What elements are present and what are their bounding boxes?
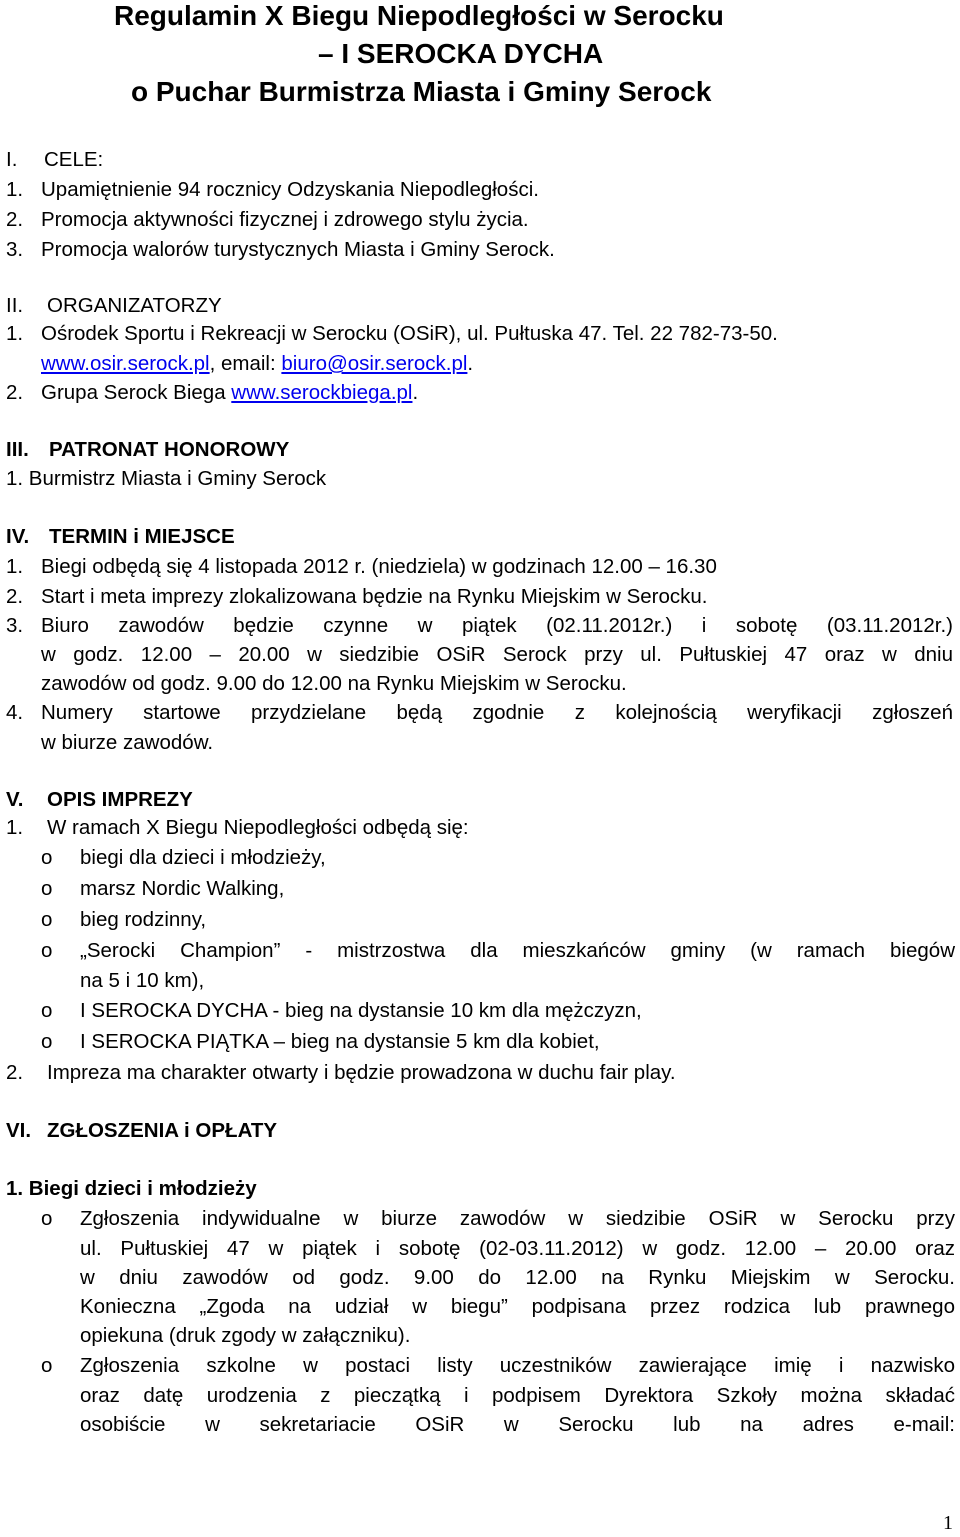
term-4-line-2: w biurze zawodów. — [41, 731, 214, 754]
bullet-marker: o — [41, 999, 53, 1022]
section-4-heading: TERMIN i MIEJSCE — [49, 525, 235, 548]
page-number: 1 — [943, 1512, 953, 1534]
term-1-number: 1. — [6, 555, 24, 578]
goal-1-text: Upamiętnienie 94 rocznicy Odzyskania Niepodległości. — [41, 178, 539, 201]
event-bullet-5: I SEROCKA DYCHA - bieg na dystansie 10 km dla mężczyzn, — [80, 999, 642, 1022]
section-4-number: IV. — [6, 525, 30, 548]
term-4-number: 4. — [6, 701, 24, 724]
contact-end: . — [467, 352, 474, 375]
bullet-marker: o — [41, 846, 53, 869]
organizer-2-number: 2. — [6, 381, 24, 404]
section-5-heading: OPIS IMPREZY — [47, 788, 193, 811]
bullet-marker: o — [41, 1354, 53, 1377]
goal-3-number: 3. — [6, 238, 24, 261]
bullet-marker: o — [41, 1030, 53, 1053]
organizer-1-text: Ośrodek Sportu i Rekreacji w Serocku (OSiR), ul. Pułtuska 47. Tel. 22 782-73-50. — [41, 322, 778, 345]
event-1-number: 1. — [6, 816, 24, 839]
term-2-number: 2. — [6, 585, 24, 608]
osir-website-link[interactable]: www.osir.serock.pl — [41, 352, 210, 375]
organizer-1-contact — [41, 354, 473, 375]
bullet-marker: o — [41, 939, 53, 962]
serockbiega-link[interactable]: www.serockbiega.pl — [231, 381, 413, 404]
bullet-marker: o — [41, 1207, 53, 1230]
email-label: , email: — [209, 352, 282, 375]
event-bullet-2: marsz Nordic Walking, — [80, 877, 285, 900]
event-bullet-4-line-1: „Serocki Champion” - mistrzostwa dla mieszkańców gminy (w ramach biegów — [80, 939, 955, 962]
term-1-text: Biegi odbędą się 4 listopada 2012 r. (niedziela) w godzinach 12.00 – 16.30 — [41, 555, 717, 578]
organizer-2-label: Grupa Serock Biega — [41, 381, 232, 404]
term-3-line-1: Biuro zawodów będzie czynne w piątek (02.11.2012r.) i sobotę (03.11.2012r.) — [41, 614, 953, 637]
section-6-number: VI. — [6, 1119, 32, 1142]
registration-individual-line-2: ul. Pułtuskiej 47 w piątek i sobotę (02-03.11.2012) w godz. 12.00 – 20.00 oraz — [80, 1237, 955, 1260]
section-5-number: V. — [6, 788, 24, 811]
term-4-line-1: Numery startowe przydzielane będą zgodnie z kolejnością weryfikacji zgłoszeń — [41, 701, 953, 724]
goal-3-text: Promocja walorów turystycznych Miasta i Gminy Serock. — [41, 238, 555, 261]
event-2-text: Impreza ma charakter otwarty i będzie prowadzona w duchu fair play. — [47, 1061, 676, 1084]
section-1-heading: CELE: — [44, 148, 104, 171]
goal-2-number: 2. — [6, 208, 24, 231]
event-bullet-6: I SEROCKA PIĄTKA – bieg na dystansie 5 km dla kobiet, — [80, 1030, 600, 1053]
event-bullet-4-line-2: na 5 i 10 km), — [80, 969, 205, 992]
event-bullet-3: bieg rodzinny, — [80, 908, 207, 931]
goal-1-number: 1. — [6, 178, 24, 201]
title-line-2: – I SEROCKA DYCHA — [318, 38, 604, 69]
bullet-marker: o — [41, 877, 53, 900]
term-3-line-3: zawodów od godz. 9.00 do 12.00 na Rynku Miejskim w Serocku. — [41, 672, 627, 695]
section-1-number: I. — [6, 148, 18, 171]
term-2-text: Start i meta imprezy zlokalizowana będzie na Rynku Miejskim w Serocku. — [41, 585, 708, 608]
organizer-2-text — [41, 383, 418, 404]
event-bullet-1: biegi dla dzieci i młodzieży, — [80, 846, 326, 869]
title-line-3: o Puchar Burmistrza Miasta i Gminy Serock — [131, 76, 712, 107]
osir-email-link[interactable]: biuro@osir.serock.pl — [281, 352, 468, 375]
title-line-1: Regulamin X Biegu Niepodległości w Serocku — [114, 0, 724, 31]
registration-school-line-1: Zgłoszenia szkolne w postaci listy uczestników zawierające imię i nazwisko — [80, 1354, 955, 1377]
section-2-heading: ORGANIZATORZY — [47, 294, 222, 317]
patron-1: 1. Burmistrz Miasta i Gminy Serock — [6, 467, 327, 490]
registration-individual-line-1: Zgłoszenia indywidualne w biurze zawodów w siedzibie OSiR w Serocku przy — [80, 1207, 955, 1230]
section-6-heading: ZGŁOSZENIA i OPŁATY — [47, 1119, 278, 1142]
section-3-heading: PATRONAT HONOROWY — [49, 438, 290, 461]
event-2-number: 2. — [6, 1061, 24, 1084]
bullet-marker: o — [41, 908, 53, 931]
event-1-text: W ramach X Biegu Niepodległości odbędą się: — [47, 816, 469, 839]
section-3-number: III. — [6, 438, 29, 461]
registration-individual-line-4: Konieczna „Zgoda na udział w biegu” podpisana przez rodzica lub prawnego — [80, 1295, 955, 1318]
term-3-line-2: w godz. 12.00 – 20.00 w siedzibie OSiR Serock przy ul. Pułtuskiej 47 oraz w dniu — [41, 643, 953, 666]
section-2-number: II. — [6, 294, 24, 317]
subsection-children-heading: 1. Biegi dzieci i młodzieży — [6, 1177, 257, 1200]
term-3-number: 3. — [6, 614, 24, 637]
goal-2-text: Promocja aktywności fizycznej i zdrowego stylu życia. — [41, 208, 529, 231]
registration-school-line-3: osobiście w sekretariacie OSiR w Serocku lub na adres e-mail: — [80, 1413, 955, 1436]
registration-individual-line-3: w dniu zawodów od godz. 9.00 do 12.00 na Rynku Miejskim w Serocku. — [80, 1266, 955, 1289]
registration-school-line-2: oraz datę urodzenia z pieczątką i podpisem Dyrektora Szkoły można składać — [80, 1384, 955, 1407]
organizer-1-number: 1. — [6, 322, 24, 345]
registration-individual-line-5: opiekuna (druk zgody w załączniku). — [80, 1324, 411, 1347]
organizer-2-end: . — [412, 381, 419, 404]
